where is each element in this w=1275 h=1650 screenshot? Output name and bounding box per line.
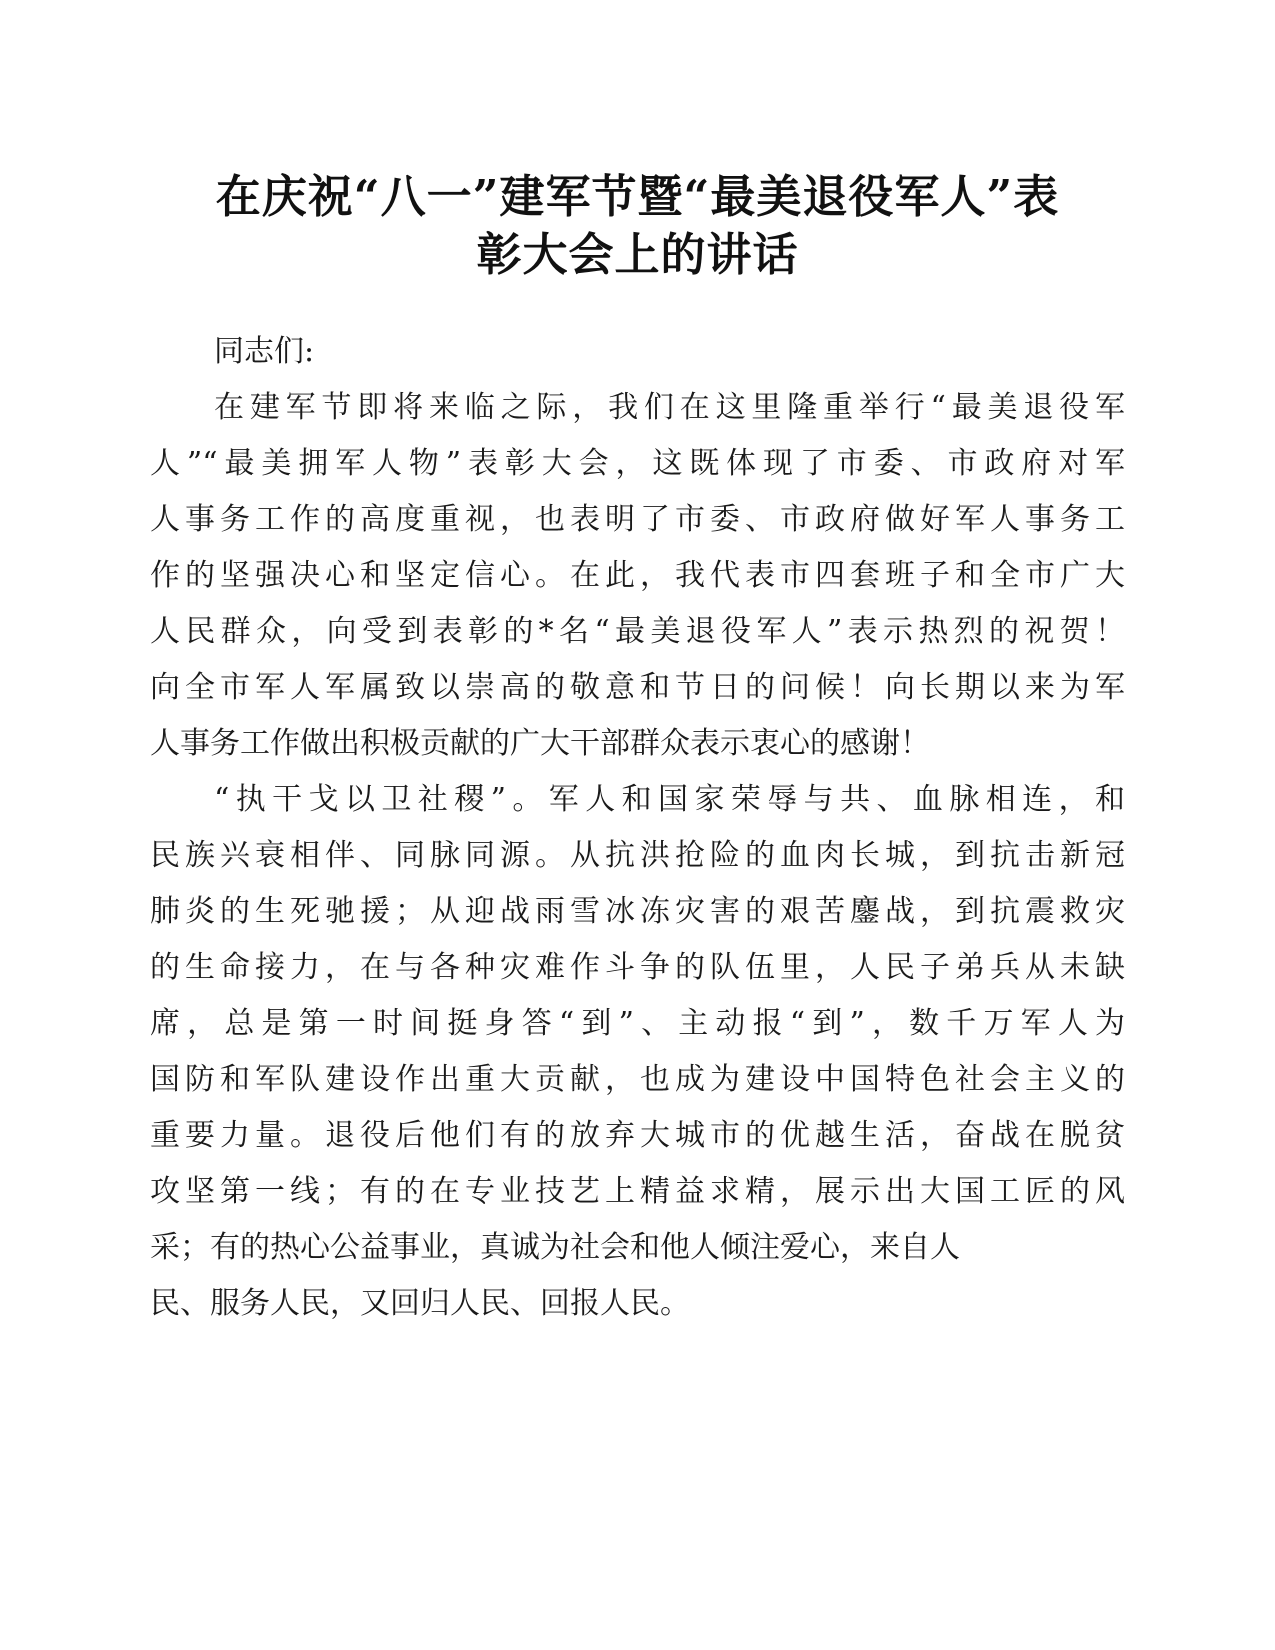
paragraph-line: 的生命接力，在与各种灾难作斗争的队伍里，人民子弟兵从未缺	[150, 950, 1125, 985]
paragraph-2	[150, 772, 1125, 1332]
paragraph-line: 在建军节即将来临之际，我们在这里隆重举行“最美退役军	[214, 390, 1125, 425]
paragraph-line: 国防和军队建设作出重大贡献，也成为建设中国特色社会主义的	[150, 1062, 1125, 1097]
paragraph-line: 人民群众，向受到表彰的*名“最美退役军人”表示热烈的祝贺！	[150, 614, 1125, 649]
paragraph-line: 向全市军人军属致以崇高的敬意和节日的问候！向长期以来为军	[150, 670, 1125, 705]
paragraph-line: 民、服务人民，又回归人民、回报人民。	[150, 1286, 690, 1321]
paragraph-line: 重要力量。退役后他们有的放弃大城市的优越生活，奋战在脱贫	[150, 1118, 1125, 1153]
paragraph-line: 人”“最美拥军人物”表彰大会，这既体现了市委、市政府对军	[150, 446, 1125, 481]
paragraph-line: 民族兴衰相伴、同脉同源。从抗洪抢险的血肉长城，到抗击新冠	[150, 838, 1125, 873]
document-body	[150, 324, 1125, 1332]
paragraph-1	[150, 380, 1125, 772]
document-title	[150, 168, 1125, 284]
paragraph-line: “执干戈以卫社稷”。军人和国家荣辱与共、血脉相连，和	[214, 782, 1125, 817]
paragraph-line: 肺炎的生死驰援；从迎战雨雪冰冻灾害的艰苦鏖战，到抗震救灾	[150, 894, 1125, 929]
paragraph-line: 人事务工作做出积极贡献的广大干部群众表示衷心的感谢！	[150, 726, 930, 761]
paragraph-line: 作的坚强决心和坚定信心。在此，我代表市四套班子和全市广大	[150, 558, 1125, 593]
paragraph-line: 采；有的热心公益事业，真诚为社会和他人倾注爱心，来自人	[150, 1230, 960, 1265]
paragraph-line: 人事务工作的高度重视，也表明了市委、市政府做好军人事务工	[150, 502, 1125, 537]
salutation: 同志们:	[214, 334, 315, 369]
paragraph-line: 席，总是第一时间挺身答“到”、主动报“到”，数千万军人为	[150, 1006, 1125, 1041]
title-line: 彰大会上的讲话	[476, 228, 799, 281]
title-line: 在庆祝“八一”建军节暨“最美退役军人”表	[215, 170, 1060, 223]
paragraph-line: 攻坚第一线；有的在专业技艺上精益求精，展示出大国工匠的风	[150, 1174, 1125, 1209]
